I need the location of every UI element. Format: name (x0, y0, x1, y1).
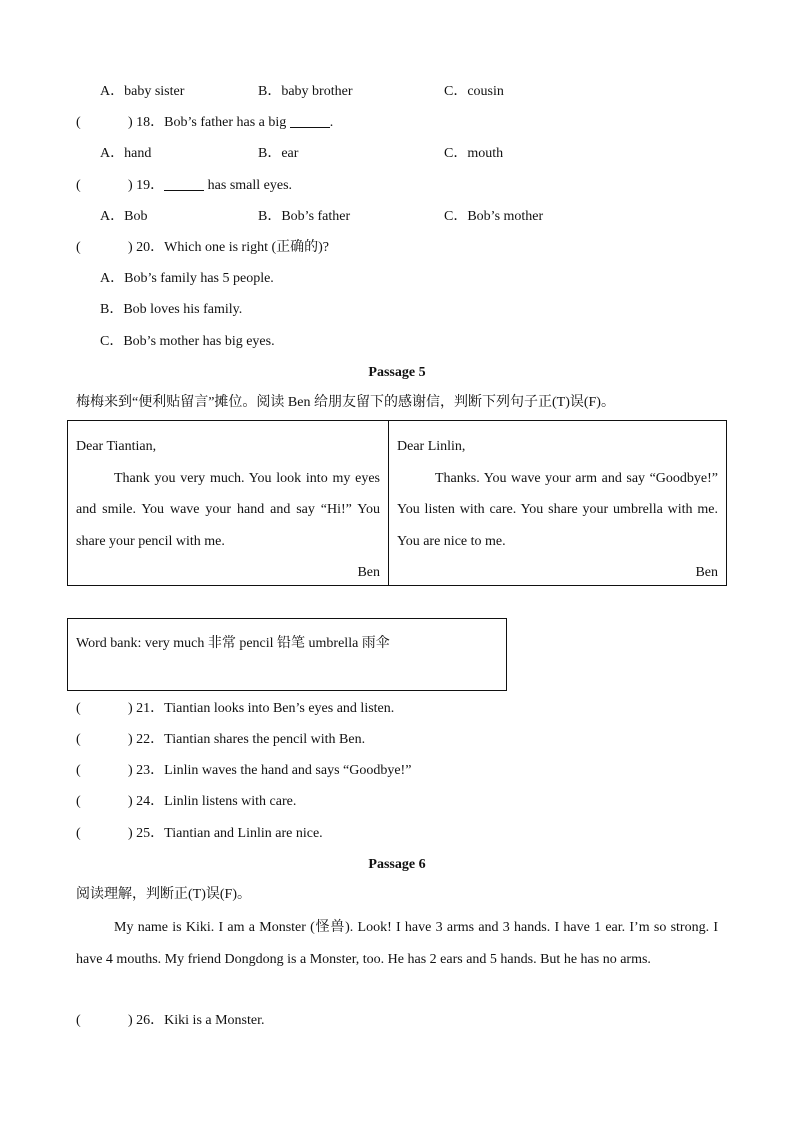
q17-option-c: C．cousin (444, 84, 504, 99)
question-number: 22． (136, 732, 165, 747)
answer-paren-close: ) (128, 763, 133, 778)
passage-6-text: My name is Kiki. I am a Monster (怪兽). Look! I have 3 arms and 3 hands. I have 1 ear. I’m so strong. I have 4 mouths. My friend Dongdong is a Monster, too. He has 2 ears and 5 hands. But he has no arms. (76, 920, 718, 967)
word-bank: Word bank: very much 非常 pencil 铅笔 umbrella 雨伞 (67, 618, 507, 691)
answer-blank[interactable] (164, 176, 204, 191)
question-26 (76, 1011, 265, 1031)
note-signature: Ben (695, 565, 718, 580)
answer-paren-close: ) (128, 794, 133, 809)
q19-option-c: C．Bob’s mother (444, 209, 544, 224)
answer-paren-open: ( (76, 240, 81, 255)
notes-table (67, 420, 727, 586)
passage-6-instruction: 阅读理解，判断正(T)误(F)。 (76, 887, 251, 902)
question-21 (76, 699, 394, 719)
note-greeting: Dear Tiantian, (76, 439, 157, 454)
q20-option-c: C．Bob’s mother has big eyes. (100, 334, 275, 349)
answer-paren-open: ( (76, 794, 81, 809)
question-23 (76, 761, 411, 781)
q20-option-b: B．Bob loves his family. (100, 302, 243, 317)
answer-paren-close: ) (128, 1013, 133, 1028)
question-text: has small eyes. (207, 178, 293, 193)
question-20 (76, 238, 329, 258)
question-text: Kiki is a Monster. (164, 1013, 265, 1028)
question-number: 24． (136, 794, 165, 809)
note-tiantian (68, 421, 389, 585)
note-body: Thanks. You wave your arm and say “Goodbye!” You listen with care. You share your umbrella with me. You are nice to me. (397, 470, 718, 549)
note-signature: Ben (357, 565, 380, 580)
answer-paren-open: ( (76, 763, 81, 778)
question-number: 19． (136, 178, 165, 193)
question-text: Tiantian and Linlin are nice. (164, 826, 323, 841)
answer-paren-open: ( (76, 178, 81, 193)
question-24 (76, 792, 296, 812)
q18-option-a: A．hand (100, 146, 152, 161)
q20-option-a: A．Bob’s family has 5 people. (100, 271, 274, 286)
question-number: 23． (136, 763, 165, 778)
question-number: 18． (136, 115, 165, 130)
question-text: Tiantian shares the pencil with Ben. (164, 732, 366, 747)
answer-paren-open: ( (76, 115, 81, 130)
q18-option-b: B．ear (258, 146, 299, 161)
answer-paren-close: ) (128, 178, 133, 193)
answer-paren-open: ( (76, 826, 81, 841)
answer-paren-close: ) (128, 240, 133, 255)
q19-option-b: B．Bob’s father (258, 209, 351, 224)
answer-paren-close: ) (128, 732, 133, 747)
note-body: Thank you very much. You look into my eyes and smile. You wave your hand and say “Hi!” You share your pencil with me. (76, 470, 380, 549)
q17-options (100, 82, 700, 102)
passage-5-title: Passage 5 (368, 365, 426, 380)
note-linlin (389, 421, 726, 585)
q17-option-a: A．baby sister (100, 84, 185, 99)
question-19 (76, 176, 292, 196)
question-number: 20． (136, 240, 165, 255)
question-18: ( ) 18．Bob’s father has a big . (76, 113, 333, 133)
passage-5-instruction: 梅梅来到“便利贴留言”摊位。阅读 Ben 给朋友留下的感谢信，判断下列句子正(T)误(F)。 (76, 395, 615, 410)
answer-paren-close: ) (128, 826, 133, 841)
question-text: Which one is right (正确的)? (164, 240, 330, 255)
question-25 (76, 824, 323, 844)
answer-blank[interactable] (290, 113, 330, 128)
answer-paren-open: ( (76, 701, 81, 716)
note-greeting: Dear Linlin, (397, 439, 466, 454)
question-text: Tiantian looks into Ben’s eyes and listen. (164, 701, 395, 716)
question-22 (76, 730, 365, 750)
q18-option-c: C．mouth (444, 146, 504, 161)
answer-paren-open: ( (76, 732, 81, 747)
answer-paren-close: ) (128, 701, 133, 716)
answer-paren-open: ( (76, 1013, 81, 1028)
question-number: 26． (136, 1013, 165, 1028)
q17-option-b: B．baby brother (258, 84, 353, 99)
question-number: 25． (136, 826, 165, 841)
question-text: Bob’s father has a big (164, 115, 287, 130)
answer-paren-close: ) (128, 115, 133, 130)
question-text: Linlin listens with care. (164, 794, 297, 809)
q19-options (100, 207, 700, 227)
question-number: 21． (136, 701, 165, 716)
question-text: Linlin waves the hand and says “Goodbye!” (164, 763, 412, 778)
passage-6-title: Passage 6 (368, 857, 426, 872)
q19-option-a: A．Bob (100, 209, 148, 224)
q18-options (100, 144, 700, 164)
